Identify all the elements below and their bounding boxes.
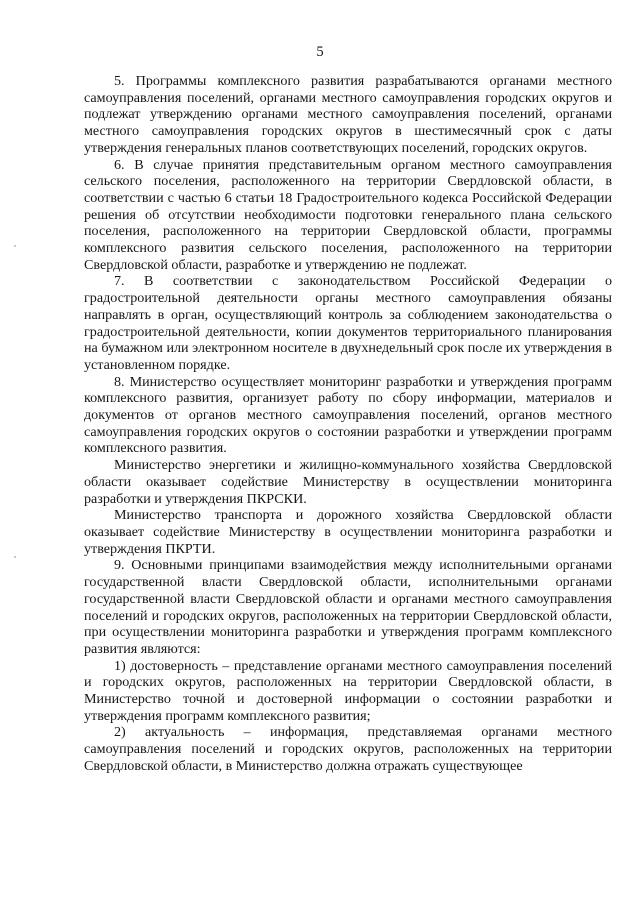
scan-artifact-dot: [14, 245, 16, 247]
paragraph-8: 8. Министерство осуществляет мониторинг разработки и утверждения программ комплексного развития, организует работу по сбору информации, материалов и документов от органов местного самоуправления поселений, органов местного самоуправления городских округов о состоянии разработки и утверждении программ комплексного развития.: [84, 373, 612, 457]
paragraph-6: 6. В случае принятия представительным органом местного самоуправления сельского поселения, расположенного на территории Свердловской области, в соответствии с частью 6 статьи 18 Градостроительного кодекса Российской Федерации решения об отсутствии необходимости подготовки генерального плана сельского поселения, расположенного на территории Свердловской области, программы комплексного развития сельского поселения, расположенного на территории Свердловской области, разработке и утверждению не подлежат.: [84, 156, 612, 273]
paragraph-transport-ministry: Министерство транспорта и дорожного хозяйства Свердловской области оказывает содействие Министерству в осуществлении мониторинга разработки и утверждения ПКРТИ.: [84, 507, 612, 557]
document-body: [84, 73, 612, 775]
paragraph-9: 9. Основными принципами взаимодействия между исполнительными органами государственной власти Свердловской области, исполнительными органами государственной власти Свердловской области и органами местного самоуправления поселений и городских округов, расположенных на территории Свердловской области, при осуществлении мониторинга разработки и утверждения программ комплексного развития являются:: [84, 557, 612, 657]
paragraph-5: 5. Программы комплексного развития разрабатываются органами местного самоуправления поселений, органами местного самоуправления городских округов и подлежат утверждению органами местного самоуправления поселений, органами местного самоуправления городских округов в шестимесячный срок с даты утверждения генеральных планов соответствующих поселений, городских округов.: [84, 73, 612, 156]
paragraph-7: 7. В соответствии с законодательством Российской Федерации о градостроительной деятельности органы местного самоуправления обязаны направлять в орган, осуществляющий контроль за соблюдением законодательства о градостроительной деятельности, копии документов территориального планирования на бумажном или электронном носителе в двухнедельный срок после их утверждения в установленном порядке.: [84, 273, 612, 373]
paragraph-9-item-1: 1) достоверность – представление органами местного самоуправления поселений и городских округов, расположенных на территории Свердловской области, в Министерство точной и достоверной информации о состоянии разработки и утверждения программ комплексного развития;: [84, 657, 612, 724]
page-number: 5: [316, 44, 324, 60]
scan-artifact-dot: [14, 556, 16, 558]
paragraph-9-item-2: 2) актуальность – информация, представляемая органами местного самоуправления поселений и городских округов, расположенных на территории Свердловской области, в Министерство должна отражать существующее: [84, 724, 612, 774]
paragraph-energy-ministry: Министерство энергетики и жилищно-коммунального хозяйства Свердловской области оказывает содействие Министерству в осуществлении мониторинга разработки и утверждения ПКРСКИ.: [84, 457, 612, 507]
